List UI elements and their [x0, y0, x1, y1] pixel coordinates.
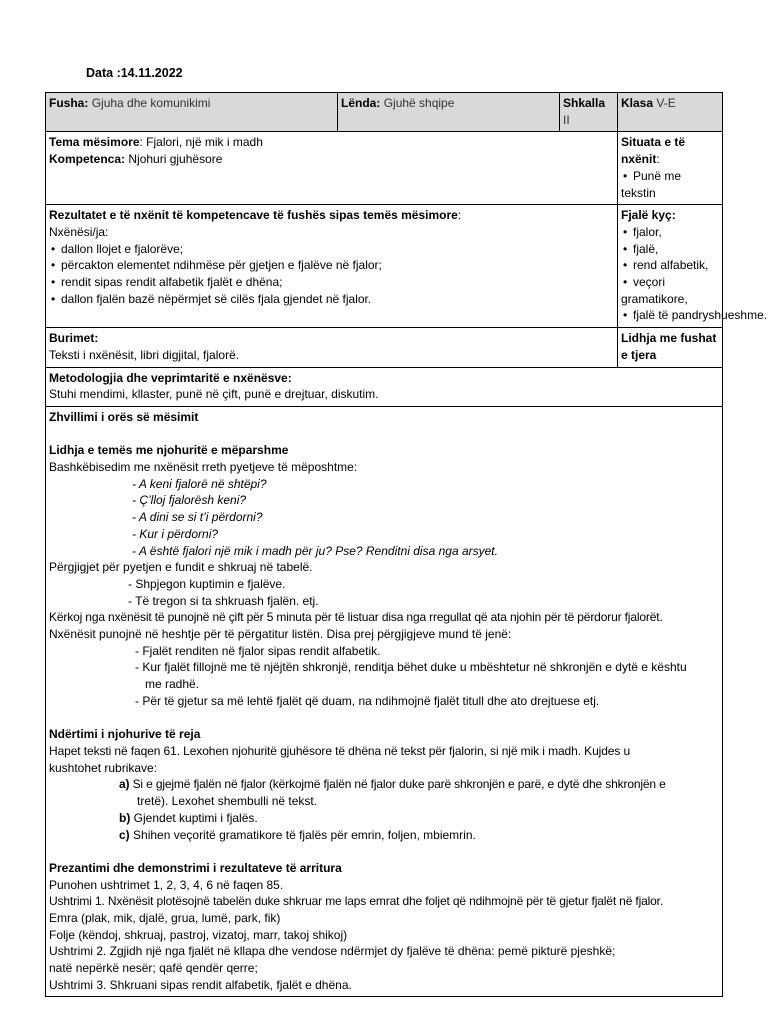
ndertimi-text: Hapet teksti në faqen 61. Lexohen njohuritë gjuhësore të dhëna në tekst për fjalorin, si një mik i madh. Kujdes u — [49, 743, 631, 758]
rule-item: - Për të gjetur sa më lehtë fjalët që duam, na ndihmojnë fjalët titull dhe ato drejtuese etj. — [135, 693, 600, 708]
prezantimi-line: Punohen ushtrimet 1, 2, 3, 4, 6 në faqen 85. — [49, 877, 284, 892]
answer-intro: Përgjigjet për pyetjen e fundit e shkruaj në tabelë. — [49, 560, 313, 575]
rule-item: - Fjalët renditen në fjalor sipas rendit alfabetik. — [135, 643, 381, 658]
header-row — [46, 93, 723, 132]
step-item: b) Gjendet kuptimi i fjalës. — [119, 810, 258, 825]
keyword-item: • rend alfabetik, — [621, 257, 719, 274]
burimet-cell — [46, 328, 618, 367]
tema-label: Tema mësimore — [49, 135, 140, 150]
rule-item-cont: me radhë. — [145, 677, 200, 692]
situata-label: Situata e të nxënit — [621, 135, 686, 167]
prezantimi-title: Prezantimi dhe demonstrimi i rezultateve të arritura — [49, 860, 342, 875]
zhvillimi-row — [46, 406, 723, 996]
klasa-value: V-E — [656, 96, 676, 110]
prezantimi-line: Emra (plak, mik, djalë, grua, lumë, park, fik) — [49, 911, 281, 925]
question-item: - A dini se si t’i përdorni? — [132, 510, 263, 525]
keywords-title: Fjalë kyç: — [621, 208, 676, 223]
zhvillimi-title: Zhvillimi i orës së mësimit — [49, 409, 199, 424]
pair-task: Kërkoj nga nxënësit të punojnë në çift për 5 minuta për të listuar disa nga rregullat që ata njohin për të përdorur fjalorët. — [49, 610, 663, 625]
prezantimi-line: natë nepërkë nesër; qafë qendër qerre; — [49, 961, 258, 976]
rezultatet-intro: Nxënësi/ja: — [49, 224, 109, 239]
keyword-item: • fjalë të pandryshueshme. — [621, 307, 719, 324]
prezantimi-line: Ushtrimi 2. Zgjidh një nga fjalët në kllapa dhe vendose ndërmjet dy fjalëve të dhëna: pemë pikturë pjeshkë; — [49, 944, 616, 959]
shkalla-value: II — [563, 112, 570, 127]
tema-cell — [46, 132, 618, 205]
burimet-text: Teksti i nxënësit, libri digjital, fjalorë. — [49, 347, 240, 362]
metodologjia-text: Stuhi mendimi, kllaster, punë në çift, punë e drejtuar, diskutim. — [49, 387, 379, 402]
klasa-cell: Klasa V-E — [618, 93, 723, 132]
list-item: • dallon llojet e fjalorëve; — [49, 241, 614, 258]
rezultatet-title: Rezultatet e të nxënit të kompetencave të fushës sipas temës mësimore — [49, 208, 458, 223]
tema-value: : Fjalori, një mik i madh — [139, 135, 263, 150]
burimet-title: Burimet: — [49, 331, 99, 346]
lidhja-intro: Bashkëbisedim me nxënësit rreth pyetjeve të mëposhtme: — [49, 460, 358, 475]
lidhja-fushat-title: Lidhja me fushat e tjera — [621, 331, 717, 362]
lesson-plan-table — [45, 92, 768, 997]
kompetenca-value: Njohuri gjuhësore — [128, 152, 223, 167]
zhvillimi-cell — [46, 406, 723, 996]
list-item: • përcakton elementet ndihmëse për gjetjen e fjalëve në fjalor; — [49, 257, 614, 274]
ndertimi-text-cont: kushtohet rubrikave: — [49, 760, 158, 775]
keywords-cell — [618, 205, 768, 328]
situata-item: • Punë me tekstin — [621, 168, 719, 201]
kompetenca-label: Kompetenca: — [49, 152, 126, 167]
step-item-cont: tretë). Lexohet shembulli në tekst. — [137, 794, 318, 809]
rezultatet-row — [46, 205, 723, 328]
rule-item: - Kur fjalët fillojnë me të njëjtën shkronjë, renditja bëhet duke u mbështetur në shkronjën e dytë e kështu — [135, 660, 687, 675]
question-item: - A është fjalori një mik i madh për ju? Pse? Renditni disa nga arsyet. — [132, 543, 498, 558]
question-item: - Kur i përdorni? — [132, 526, 219, 541]
situata-cell: Situata e të nxënit: • Punë me tekstin — [618, 132, 723, 205]
lenda-value: Gjuhë shqipe — [383, 96, 455, 110]
answer-item: - Të tregon si ta shkruash fjalën. etj. — [128, 593, 319, 608]
lidhja-title: Lidhja e temës me njohuritë e mëparshme — [49, 443, 289, 458]
fusha-cell: Fusha: Gjuha dhe komunikimi — [46, 93, 338, 132]
burimet-row — [46, 328, 723, 367]
keyword-item: • fjalë, — [621, 241, 719, 258]
lidhja-fushat-cell — [618, 328, 723, 367]
prezantimi-line: Ushtrimi 1. Nxënësit plotësojnë tabelën duke shkruar me laps emrat dhe foljet që ndihmojnë për të gjetur fjalët në fjalor. — [49, 894, 664, 909]
prezantimi-line: Ushtrimi 3. Shkruani sipas rendit alfabetik, fjalët e dhëna. — [49, 977, 352, 992]
lenda-cell: Lënda: Gjuhë shqipe — [338, 93, 560, 132]
step-item: a) Si e gjejmë fjalën në fjalor (kërkojmë fjalën në fjalor duke parë shkronjën e parë, e dytë dhe shkronjën e — [119, 777, 666, 792]
metodologjia-row — [46, 367, 723, 406]
shkalla-cell: Shkalla II — [560, 93, 618, 132]
metodologjia-title: Metodologjia dhe veprimtaritë e nxënësve: — [49, 370, 292, 385]
pair-read: Nxënësit punojnë në heshtje për të përgatitur listën. Disa prej përgjigjeve mund të jenë: — [49, 627, 512, 642]
answer-item: - Shpjegon kuptimin e fjalëve. — [128, 576, 286, 591]
keyword-item: • veçori gramatikore, — [621, 274, 719, 307]
metodologjia-cell — [46, 367, 723, 406]
step-item: c) Shihen veçoritë gramatikore të fjalës për emrin, foljen, mbiemrin. — [119, 827, 476, 842]
tema-row — [46, 132, 723, 205]
question-item: - A keni fjalorë në shtëpi? — [132, 476, 267, 491]
fusha-value: Gjuha dhe komunikimi — [91, 96, 211, 110]
list-item: • rendit sipas rendit alfabetik fjalët e dhëna; — [49, 274, 614, 291]
question-item: - Ç’lloj fjalorësh keni? — [132, 493, 247, 508]
ndertimi-title: Ndërtimi i njohurive të reja — [49, 727, 201, 742]
list-item: • dallon fjalën bazë nëpërmjet së cilës fjala gjendet në fjalor. — [49, 291, 614, 308]
date-label: Data :14.11.2022 — [86, 66, 183, 80]
prezantimi-line: Folje (këndoj, shkruaj, pastroj, vizatoj, marr, takoj shikoj) — [49, 927, 348, 942]
keyword-item: • fjalor, — [621, 224, 719, 241]
rezultatet-cell: Rezultatet e të nxënit të kompetencave të fushës sipas temës mësimore: Nxënësi/ja: • dallon llojet e fjalorëve; • përcakton elementet ndihmëse për gjetjen e fjalëve në fjalor; • rendit sipas rendit alfabetik fjalët e dhëna; • dallon fjalën bazë nëpërmjet së cilës fjala gjendet në fjalor. — [46, 205, 618, 328]
